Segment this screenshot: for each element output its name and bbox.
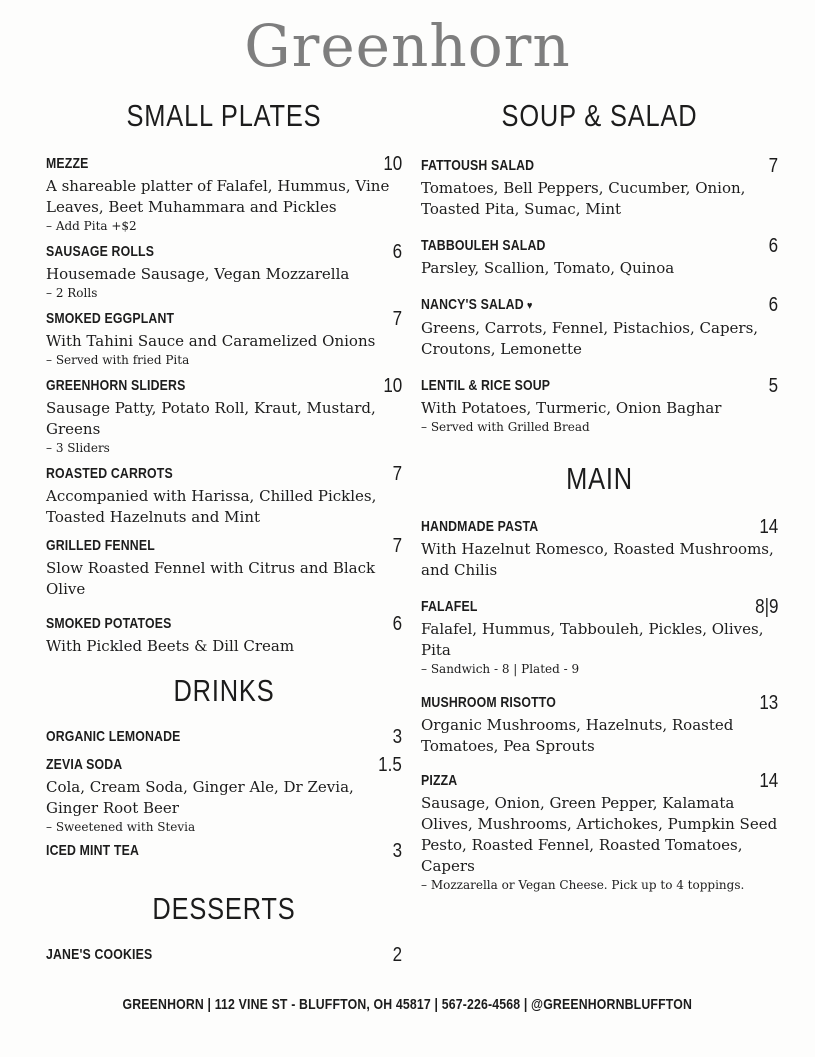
item-description: With Pickled Beets & Dill Cream <box>46 637 295 655</box>
menu-item-handmade-pasta <box>421 517 778 581</box>
item-name: ORGANIC LEMONADE <box>46 728 181 745</box>
item-note: – Served with Grilled Bread <box>421 420 590 434</box>
item-description: Cola, Cream Soda, Ginger Ale, Dr Zevia, Ginger Root Beer <box>46 778 354 817</box>
menu-item-janes-cookies <box>46 945 402 965</box>
item-description: Parsley, Scallion, Tomato, Quinoa <box>421 259 675 277</box>
item-note: – Sandwich - 8 | Plated - 9 <box>421 662 580 676</box>
item-description: Tomatoes, Bell Peppers, Cucumber, Onion, Toasted Pita, Sumac, Mint <box>421 179 746 218</box>
item-name: PIZZA <box>421 772 458 789</box>
item-description: With Tahini Sauce and Caramelized Onions <box>46 332 376 350</box>
item-description: With Potatoes, Turmeric, Onion Baghar <box>421 399 722 417</box>
item-price: 5 <box>768 375 778 397</box>
item-description: Slow Roasted Fennel with Citrus and Black Olive <box>46 559 376 598</box>
item-price: 3 <box>392 726 402 748</box>
menu-item-mushroom-risotto <box>421 693 778 757</box>
footer-text: GREENHORN | 112 VINE ST - BLUFFTON, OH 45817 | 567-226-4568 | @GREENHORNBLUFFTON <box>122 996 693 1013</box>
menu-item-lentil-rice-soup <box>421 376 778 435</box>
item-name: GREENHORN SLIDERS <box>46 377 186 394</box>
item-name: LENTIL & RICE SOUP <box>421 377 551 394</box>
item-description: Greens, Carrots, Fennel, Pistachios, Capers, Croutons, Lemonette <box>421 319 759 358</box>
menu-item-iced-mint-tea <box>46 841 402 861</box>
item-price: 10 <box>383 153 402 175</box>
item-name: ZEVIA SODA <box>46 756 123 773</box>
item-price: 2 <box>392 944 402 966</box>
item-price: 6 <box>768 235 778 257</box>
item-name: TABBOULEH SALAD <box>421 237 546 254</box>
menu-item-roasted-carrots <box>46 464 402 528</box>
menu-item-greenhorn-sliders <box>46 376 402 456</box>
item-price: 14 <box>759 770 778 792</box>
right-column <box>421 96 778 893</box>
left-column <box>46 96 402 965</box>
item-price: 7 <box>392 535 402 557</box>
menu-item-organic-lemonade <box>46 727 402 747</box>
item-description: Housemade Sausage, Vegan Mozzarella <box>46 265 350 283</box>
item-description: Organic Mushrooms, Hazelnuts, Roasted Tomatoes, Pea Sprouts <box>421 716 734 755</box>
menu-item-fattoush-salad <box>421 156 778 220</box>
item-description: A shareable platter of Falafel, Hummus, Vine Leaves, Beet Muhammara and Pickles <box>46 177 390 216</box>
item-note: – 3 Sliders <box>46 441 110 455</box>
item-description: Sausage, Onion, Green Pepper, Kalamata Olives, Mushrooms, Artichokes, Pumpkin Seed Pesto, Roasted Fennel, Roasted Tomatoes, Capers <box>421 794 778 875</box>
item-name: GRILLED FENNEL <box>46 537 155 554</box>
item-price: 7 <box>392 308 402 330</box>
item-name: MUSHROOM RISOTTO <box>421 694 556 711</box>
item-note: – 2 Rolls <box>46 286 98 300</box>
item-price: 8|9 <box>754 596 778 618</box>
heart-icon: ♥ <box>527 300 533 312</box>
section-title-small-plates: SMALL PLATES <box>126 98 322 133</box>
menu-item-falafel <box>421 597 778 677</box>
item-price: 13 <box>759 692 778 714</box>
item-description: With Hazelnut Romesco, Roasted Mushrooms, and Chilis <box>421 540 774 579</box>
item-description: Sausage Patty, Potato Roll, Kraut, Mustard, Greens <box>46 399 376 438</box>
footer-contact-line <box>0 996 815 1013</box>
item-name: SMOKED EGGPLANT <box>46 310 175 327</box>
menu-item-pizza <box>421 771 778 893</box>
item-name: HANDMADE PASTA <box>421 518 539 535</box>
item-note: – Served with fried Pita <box>46 353 190 367</box>
section-title-soup-salad: SOUP & SALAD <box>501 98 698 133</box>
menu-item-smoked-potatoes <box>46 614 402 657</box>
item-description: Falafel, Hummus, Tabbouleh, Pickles, Olives, Pita <box>421 620 764 659</box>
menu-item-grilled-fennel <box>46 536 402 600</box>
item-price: 6 <box>768 294 778 316</box>
item-name: FATTOUSH SALAD <box>421 157 535 174</box>
menu-item-sausage-rolls <box>46 242 402 301</box>
item-price: 7 <box>768 155 778 177</box>
menu-item-zevia-soda <box>46 755 402 835</box>
item-price: 6 <box>392 613 402 635</box>
item-note: – Mozzarella or Vegan Cheese. Pick up to 4 toppings. <box>421 878 745 892</box>
item-name: JANE'S COOKIES <box>46 946 153 963</box>
item-name-text: NANCY'S SALAD <box>421 296 524 313</box>
item-name: SMOKED POTATOES <box>46 615 172 632</box>
item-note: – Sweetened with Stevia <box>46 820 196 834</box>
item-price: 6 <box>392 241 402 263</box>
section-title-desserts: DESSERTS <box>152 891 296 926</box>
item-price: 1.5 <box>378 754 402 776</box>
section-title-main: MAIN <box>566 461 633 496</box>
item-description: Accompanied with Harissa, Chilled Pickles, Toasted Hazelnuts and Mint <box>46 487 377 526</box>
item-name: ROASTED CARROTS <box>46 465 173 482</box>
item-name: SAUSAGE ROLLS <box>46 243 155 260</box>
item-price: 7 <box>392 463 402 485</box>
menu-item-mezze <box>46 154 402 234</box>
menu-item-tabbouleh-salad <box>421 236 778 279</box>
item-price: 3 <box>392 840 402 862</box>
section-title-drinks: DRINKS <box>173 673 275 708</box>
item-name: MEZZE <box>46 155 89 172</box>
item-price: 14 <box>759 516 778 538</box>
item-price: 10 <box>383 375 402 397</box>
item-name: ICED MINT TEA <box>46 842 140 859</box>
menu-item-nancys-salad <box>421 295 778 360</box>
item-name <box>421 295 533 316</box>
menu-item-smoked-eggplant <box>46 309 402 368</box>
item-note: – Add Pita +$2 <box>46 219 137 233</box>
item-name: FALAFEL <box>421 598 478 615</box>
restaurant-logo: Greenhorn <box>244 12 571 80</box>
